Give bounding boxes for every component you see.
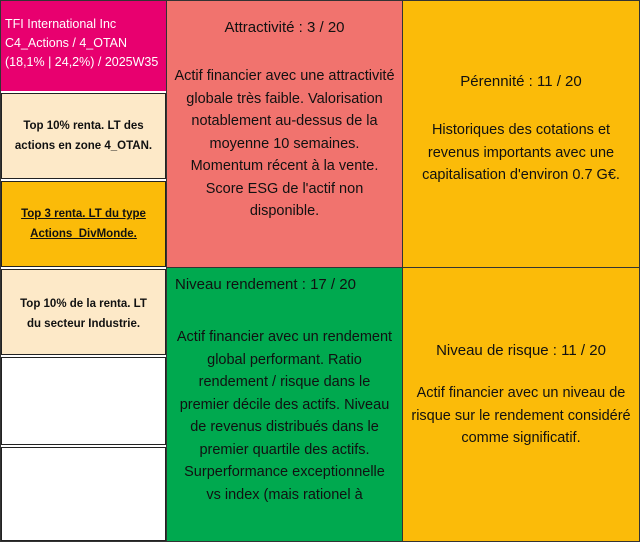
rendement-text: Actif financier avec un rendement global performant. Ratio rendement / risque dans le premier décile des actifs. Niveau de revenus distribués dans le premier quartile des actifs. Surperformance exceptionnelle vs index (mais rationel à (176, 329, 393, 503)
badge-label: Top 10% de la renta. LT du secteur Industrie. (20, 298, 147, 330)
asset-performance: (18,1% | 24,2%) / 2025W35 (5, 55, 159, 69)
attractivite-title: Attractivité : 3 / 20 (224, 19, 345, 36)
rendement-panel (166, 267, 403, 541)
rendement-title: Niveau rendement : 17 / 20 (175, 276, 356, 293)
asset-category: C4_Actions / 4_OTAN (5, 36, 128, 50)
badge-zone-rank (1, 93, 166, 179)
badge-label: Top 3 renta. LT du type Actions_DivMonde. (21, 208, 146, 240)
badge-label: Top 10% renta. LT des actions en zone 4_OTAN. (14, 120, 153, 152)
badge-empty-2 (1, 447, 166, 541)
risque-title: Niveau de risque : 11 / 20 (436, 342, 606, 359)
perennite-title: Pérennité : 11 / 20 (460, 73, 582, 90)
perennite-panel (403, 1, 639, 267)
risque-panel (403, 267, 639, 541)
badge-type-rank (1, 181, 166, 267)
asset-header (1, 1, 166, 91)
asset-name: TFI International Inc (5, 17, 117, 31)
badge-empty-1 (1, 357, 166, 445)
attractivite-text: Actif financier avec une attractivité globale très faible. Valorisation notablement au-dessus de la moyenne 10 semaines. Momentum récent à la vente. Score ESG de l'actif non disponible. (174, 68, 395, 219)
attractivite-panel (166, 1, 403, 267)
perennite-text: Historiques des cotations et revenus importants avec une capitalisation d'environ 0.7 G€. (422, 122, 620, 183)
badge-sector-rank (1, 269, 166, 355)
risque-text: Actif financier avec un niveau de risque sur le rendement considéré comme significatif. (411, 385, 631, 446)
